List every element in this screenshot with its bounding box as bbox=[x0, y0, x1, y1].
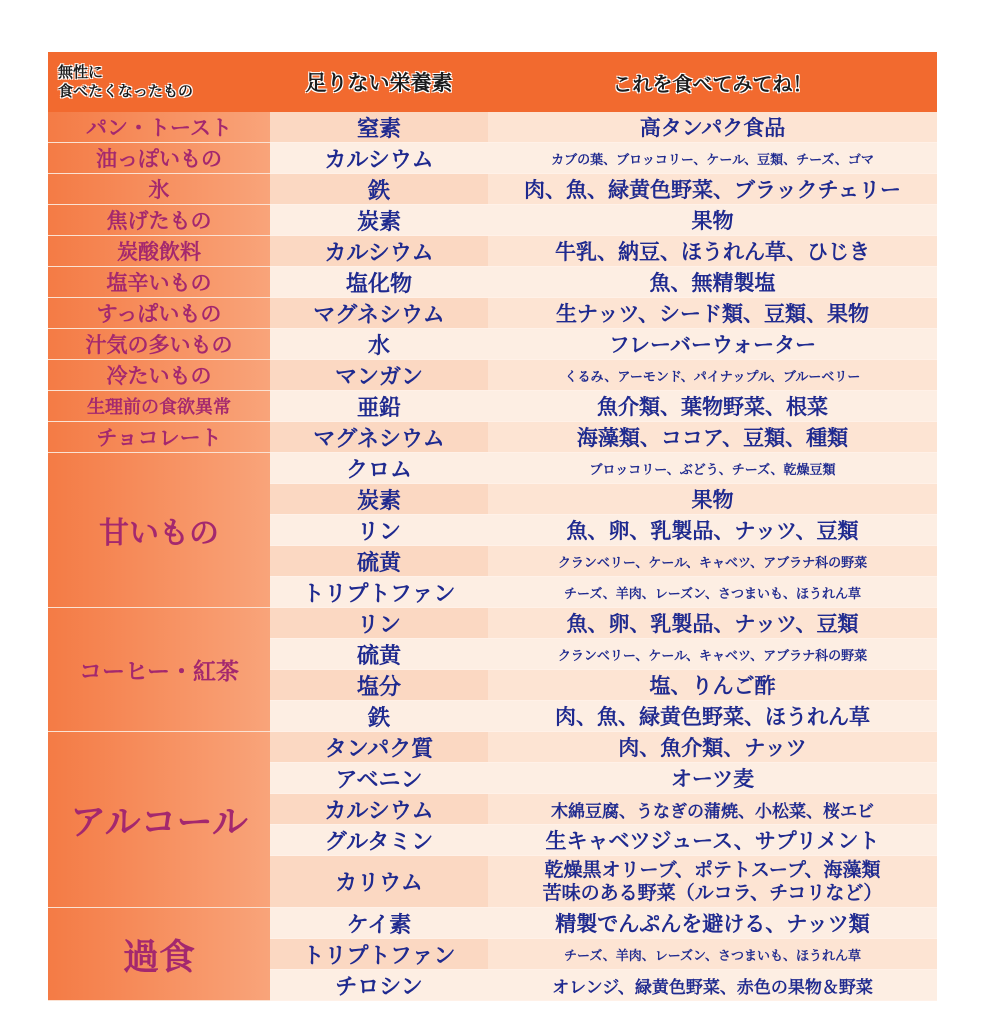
nutrient-cell: 鉄 bbox=[270, 701, 488, 732]
craving-cell: 油っぽいもの bbox=[48, 143, 270, 174]
header-eat: これを食べてみてね！ bbox=[488, 52, 937, 112]
food-cell: カブの葉、ブロッコリー、ケール、豆類、チーズ、ゴマ bbox=[488, 143, 937, 174]
food-cell: チーズ、羊肉、レーズン、さつまいも、ほうれん草 bbox=[488, 939, 937, 970]
food-cell: 木綿豆腐、うなぎの蒲焼、小松菜、桜エビ bbox=[488, 794, 937, 825]
food-cell: 魚、卵、乳製品、ナッツ、豆類 bbox=[488, 515, 937, 546]
food-cell: 塩、りんご酢 bbox=[488, 670, 937, 701]
food-cell: 牛乳、納豆、ほうれん草、ひじき bbox=[488, 236, 937, 267]
craving-group-cell: 甘いもの bbox=[48, 453, 270, 608]
food-cell: くるみ、アーモンド、パイナップル、ブルーベリー bbox=[488, 360, 937, 391]
food-cell: 高タンパク食品 bbox=[488, 112, 937, 143]
food-cell: 肉、魚介類、ナッツ bbox=[488, 732, 937, 763]
craving-group-cell: 過食 bbox=[48, 908, 270, 1001]
nutrient-cell: タンパク質 bbox=[270, 732, 488, 763]
food-cell: 魚介類、葉物野菜、根菜 bbox=[488, 391, 937, 422]
food-cell: チーズ、羊肉、レーズン、さつまいも、ほうれん草 bbox=[488, 577, 937, 608]
header-nutrient: 足りない栄養素 bbox=[270, 52, 488, 112]
craving-cell: 汁気の多いもの bbox=[48, 329, 270, 360]
nutrient-cell: 窒素 bbox=[270, 112, 488, 143]
food-cell: 魚、卵、乳製品、ナッツ、豆類 bbox=[488, 608, 937, 639]
nutrient-cell: 鉄 bbox=[270, 174, 488, 205]
craving-cell: 焦げたもの bbox=[48, 205, 270, 236]
header-craving: 無性に 食べたくなったもの bbox=[48, 52, 270, 112]
nutrient-cell: カルシウム bbox=[270, 143, 488, 174]
nutrient-cell: 塩化物 bbox=[270, 267, 488, 298]
nutrient-cell: マンガン bbox=[270, 360, 488, 391]
food-cell: 生キャベツジュース、サプリメント bbox=[488, 825, 937, 856]
food-cell: フレーバーウォーター bbox=[488, 329, 937, 360]
craving-cell: 冷たいもの bbox=[48, 360, 270, 391]
craving-cell: 塩辛いもの bbox=[48, 267, 270, 298]
nutrient-cell: グルタミン bbox=[270, 825, 488, 856]
food-cell: クランベリー、ケール、キャベツ、アブラナ科の野菜 bbox=[488, 639, 937, 670]
nutrient-cell: 炭素 bbox=[270, 205, 488, 236]
nutrient-cell: マグネシウム bbox=[270, 298, 488, 329]
nutrient-cell: アベニン bbox=[270, 763, 488, 794]
craving-group-cell: アルコール bbox=[48, 732, 270, 908]
nutrient-cell: カルシウム bbox=[270, 794, 488, 825]
food-cell: オーツ麦 bbox=[488, 763, 937, 794]
nutrient-cell: 硫黄 bbox=[270, 639, 488, 670]
nutrient-cell: トリプトファン bbox=[270, 939, 488, 970]
food-cell-multiline bbox=[488, 856, 937, 908]
food-cell: 肉、魚、緑黄色野菜、ほうれん草 bbox=[488, 701, 937, 732]
craving-cell: チョコレート bbox=[48, 422, 270, 453]
craving-cell: すっぱいもの bbox=[48, 298, 270, 329]
food-cell: クランベリー、ケール、キャベツ、アブラナ科の野菜 bbox=[488, 546, 937, 577]
nutrient-cell: カルシウム bbox=[270, 236, 488, 267]
food-cell: 魚、無精製塩 bbox=[488, 267, 937, 298]
food-cell: オレンジ、緑黄色野菜、赤色の果物＆野菜 bbox=[488, 970, 937, 1001]
craving-cell: 氷 bbox=[48, 174, 270, 205]
craving-cell: パン・トースト bbox=[48, 112, 270, 143]
food-cell: ブロッコリー、ぶどう、チーズ、乾燥豆類 bbox=[488, 453, 937, 484]
nutrient-cell: マグネシウム bbox=[270, 422, 488, 453]
food-cell: 精製でんぷんを避ける、ナッツ類 bbox=[488, 908, 937, 939]
nutrient-cell: 亜鉛 bbox=[270, 391, 488, 422]
nutrient-cell: チロシン bbox=[270, 970, 488, 1001]
nutrient-cell: カリウム bbox=[270, 856, 488, 908]
food-cell: 海藻類、ココア、豆類、種類 bbox=[488, 422, 937, 453]
nutrient-cell: ケイ素 bbox=[270, 908, 488, 939]
craving-group-cell: コーヒー・紅茶 bbox=[48, 608, 270, 732]
food-cell: 生ナッツ、シード類、豆類、果物 bbox=[488, 298, 937, 329]
nutrient-cell: 塩分 bbox=[270, 670, 488, 701]
nutrient-cell: トリプトファン bbox=[270, 577, 488, 608]
nutrient-cell: 硫黄 bbox=[270, 546, 488, 577]
craving-cell: 生理前の食欲異常 bbox=[48, 391, 270, 422]
food-cell: 果物 bbox=[488, 484, 937, 515]
food-line-2: 苦味のある野菜（ルコラ、チコリなど） bbox=[542, 881, 883, 904]
craving-cell: 炭酸飲料 bbox=[48, 236, 270, 267]
nutrient-cell: リン bbox=[270, 515, 488, 546]
food-cell: 果物 bbox=[488, 205, 937, 236]
food-line-1: 乾燥黒オリーブ、ポテトスープ、海藻類 bbox=[544, 858, 881, 881]
nutrient-cell: リン bbox=[270, 608, 488, 639]
nutrient-cell: 水 bbox=[270, 329, 488, 360]
nutrient-cell: クロム bbox=[270, 453, 488, 484]
nutrient-cell: 炭素 bbox=[270, 484, 488, 515]
food-cell: 肉、魚、緑黄色野菜、ブラックチェリー bbox=[488, 174, 937, 205]
